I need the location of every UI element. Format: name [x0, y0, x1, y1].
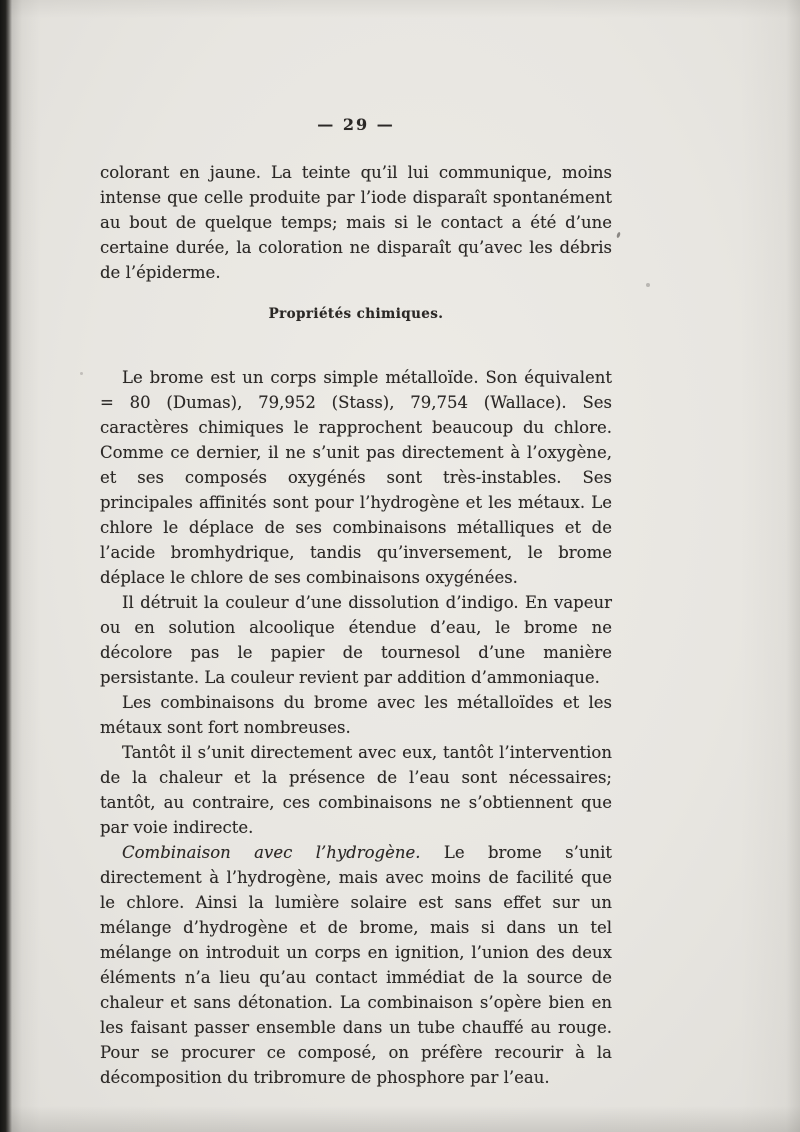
scan-artifact — [80, 372, 83, 375]
scan-artifact — [646, 283, 650, 287]
paragraph-indigo-decoloration: Il détruit la couleur d’une dissolution d’indigo. En vapeur ou en solution alcoolique étendue d’eau, le brome ne décolore pas le papier de tournesol d’une manière persistante. La couleur revient par addition d’ammoniaque. — [100, 593, 612, 687]
paragraph-combinaisons-nombreuses: Les combinaisons du brome avec les métalloïdes et les métaux sont fort nombreuses. — [100, 693, 612, 737]
paragraph-colorant-en-jaune: colorant en jaune. La teinte qu’il lui communique, moins intense que celle produite par l’iode disparaît spontanément au bout de quelque temps; mais si le contact a été d’une certaine durée, la coloration ne disparaît qu’avec les débris de l’épiderme. — [100, 163, 612, 282]
paragraph-combinaison-hydrogene — [100, 840, 612, 1090]
page-number: — 29 — — [317, 115, 395, 134]
section-heading-proprietes-chimiques: Propriétés chimiques. — [268, 306, 444, 322]
page-text-block — [100, 112, 612, 1090]
scan-artifact — [616, 232, 621, 239]
page-binding-shadow — [0, 0, 12, 1132]
paragraph-brome-equivalent: Le brome est un corps simple métalloïde. Son équivalent = 80 (Dumas), 79,952 (Stass), 79,754 (Wallace). Ses caractères chimiques le rapprochent beaucoup du chlore. Comme ce dernier, il ne s’unit pas directement à l’oxygène, et ses composés oxygénés sont très-instables. Ses principales affinités sont pour l’hydrogène et les métaux. Le chlore le déplace de ses combinaisons métalliques et de l’acide bromhydrique, tandis qu’inversement, le brome déplace le chlore de ses combinaisons oxygénées. — [100, 368, 612, 587]
paragraph-tantot-union: Tantôt il s’unit directement avec eux, tantôt l’intervention de la chaleur et la présence de l’eau sont nécessaires; tantôt, au contraire, ces combinaisons ne s’obtiennent que par voie indirecte. — [100, 743, 612, 837]
paragraph-lead-italic: Combinaison avec l’hydrogène. — [122, 843, 421, 862]
paragraph-combinaison-hydrogene-body: Le brome s’unit directement à l’hydrogène, mais avec moins de facilité que le chlore. Ainsi la lumière solaire est sans effet sur un mélange d’hydrogène et de brome, mais si dans un tel mélange on introduit un corps en ignition, l’union des deux éléments n’a lieu qu’au contact immédiat de la source de chaleur et sans détonation. La combinaison s’opère bien en les faisant passer ensemble dans un tube chauffé au rouge. Pour se procurer ce composé, on préfère recourir à la décomposition du tribromure de phosphore par l’eau. — [100, 843, 612, 1087]
